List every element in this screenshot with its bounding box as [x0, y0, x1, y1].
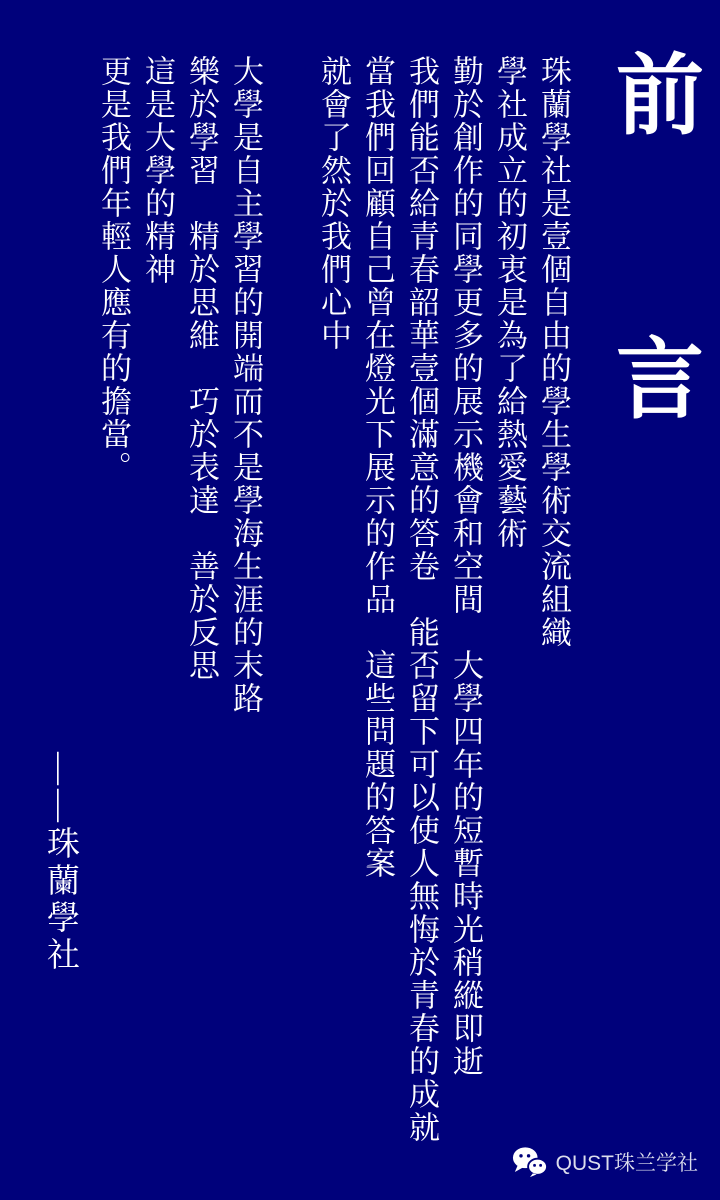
paragraph-8: 樂於學習 精於思維 巧於表達 善於反思 [184, 55, 219, 682]
wechat-account-name: QUST珠兰学社 [555, 1152, 698, 1175]
title-char-yan: 言 [615, 330, 704, 429]
paragraph-5: 當我們回顧自己曾在燈光下展示的作品 這些問題的答案 [360, 55, 395, 880]
page-title [615, 46, 704, 429]
paragraph-1: 珠蘭學社是壹個自由的學生學術交流組織 [536, 55, 571, 649]
paragraph-10: 更是我們年輕人應有的擔當。 [96, 55, 131, 484]
paragraph-6: 就會了然於我們心中 [316, 55, 351, 352]
preface-body [91, 55, 575, 1185]
paragraph-2: 學社成立的初衷是為了給熱愛藝術 [492, 55, 527, 550]
paragraph-3: 勤於創作的同學更多的展示機會和空間 大學四年的短暫時光稍縱即逝 [448, 55, 483, 1078]
paragraph-9: 這是大學的精神 [140, 55, 175, 286]
wechat-icon [512, 1146, 548, 1178]
title-char-qian: 前 [615, 46, 704, 145]
paragraph-4: 我們能否給青春韶華壹個滿意的答卷 能否留下可以使人無悔於青春的成就 [404, 55, 439, 1144]
wechat-footer [512, 1146, 698, 1178]
signature: ——珠蘭學社 [42, 752, 78, 974]
paragraph-7: 大學是自主學習的開端而不是學海生涯的末路 [228, 55, 263, 715]
